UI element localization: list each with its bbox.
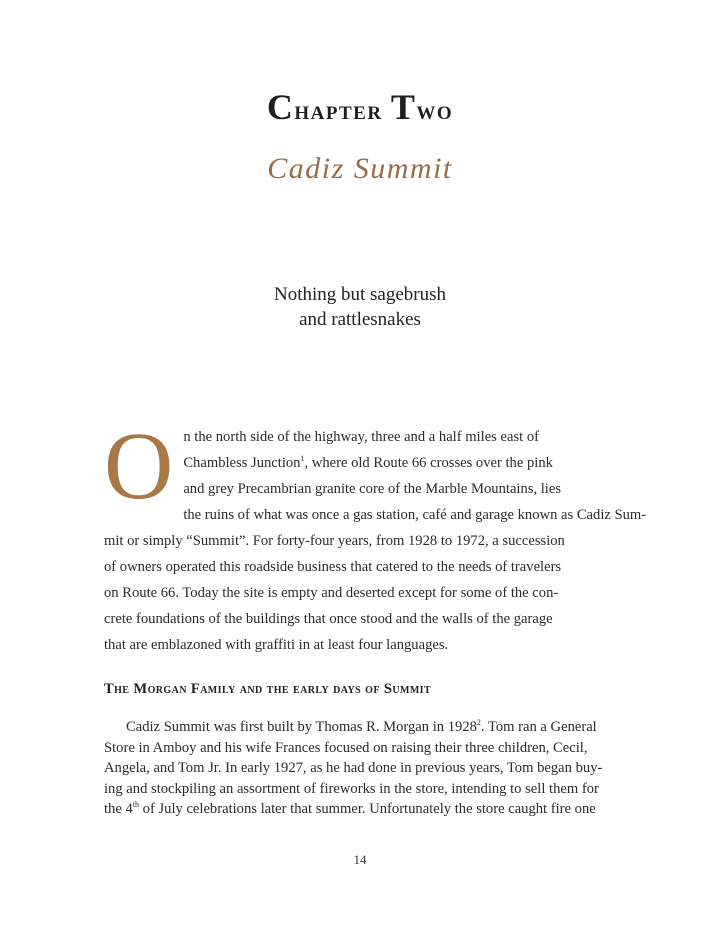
chapter-title-initial-c: C	[266, 87, 295, 127]
intro-line: crete foundations of the buildings that once stood and the walls of the garage	[104, 611, 553, 627]
section-heading: The Morgan Family and the early days of Summit	[104, 681, 432, 697]
intro-text: Chambless Junction	[183, 455, 301, 471]
epigraph-line-2: and rattlesnakes	[299, 309, 421, 330]
chapter-title-part-2: wo	[416, 95, 454, 125]
epigraph	[0, 282, 720, 332]
intro-line: the ruins of what was once a gas station, café and garage known as Cadiz Sum-	[183, 507, 647, 523]
page-number: 14	[353, 852, 367, 867]
footnote-ref-1[interactable]: 1	[300, 454, 305, 464]
intro-text: , where old Route 66 crosses over the pink	[304, 455, 553, 471]
section-line-with-footnote	[104, 717, 618, 738]
epigraph-line-1: Nothing but sagebrush	[273, 284, 447, 305]
section-text: Cadiz Summit was first built by Thomas R. Morgan in 1928	[126, 719, 477, 735]
footnote-ref-2[interactable]: 2	[476, 718, 481, 728]
chapter-subtitle: Cadiz Summit	[267, 152, 453, 185]
chapter-title-initial-t: T	[390, 87, 417, 127]
chapter-title	[0, 86, 720, 128]
intro-line: mit or simply “Summit”. For forty-four years, from 1928 to 1972, a succession	[104, 533, 565, 549]
drop-cap: O	[104, 412, 174, 519]
intro-line: of owners operated this roadside business that catered to the needs of travelers	[104, 559, 562, 575]
section-paragraph	[104, 717, 618, 820]
section-text: the 4	[104, 801, 133, 817]
intro-paragraph	[104, 412, 647, 658]
intro-line-with-footnote	[104, 450, 618, 476]
intro-line: and grey Precambrian granite core of the Marble Mountains, lies	[183, 481, 562, 497]
intro-line: that are emblazoned with graffiti in at least four languages.	[104, 637, 449, 653]
intro-line: n the north side of the highway, three and a half miles east of	[183, 429, 540, 445]
section-line: ing and stockpiling an assortment of fireworks in the store, intending to sell them for	[104, 780, 599, 797]
section-text: . Tom ran a General	[480, 719, 597, 735]
section-line: Angela, and Tom Jr. In early 1927, as he had done in previous years, Tom began buy-	[104, 760, 603, 776]
section-text: of July celebrations later that summer. Unfortunately the store caught fire one	[139, 801, 596, 817]
section-line: Store in Amboy and his wife Frances focused on raising their three children, Cecil,	[104, 739, 588, 756]
chapter-title-part-1: hapter	[294, 95, 391, 125]
section-line-with-ordinal	[104, 799, 618, 820]
ordinal-suffix: th	[132, 800, 140, 810]
intro-line: on Route 66. Today the site is empty and deserted except for some of the con-	[104, 585, 559, 601]
